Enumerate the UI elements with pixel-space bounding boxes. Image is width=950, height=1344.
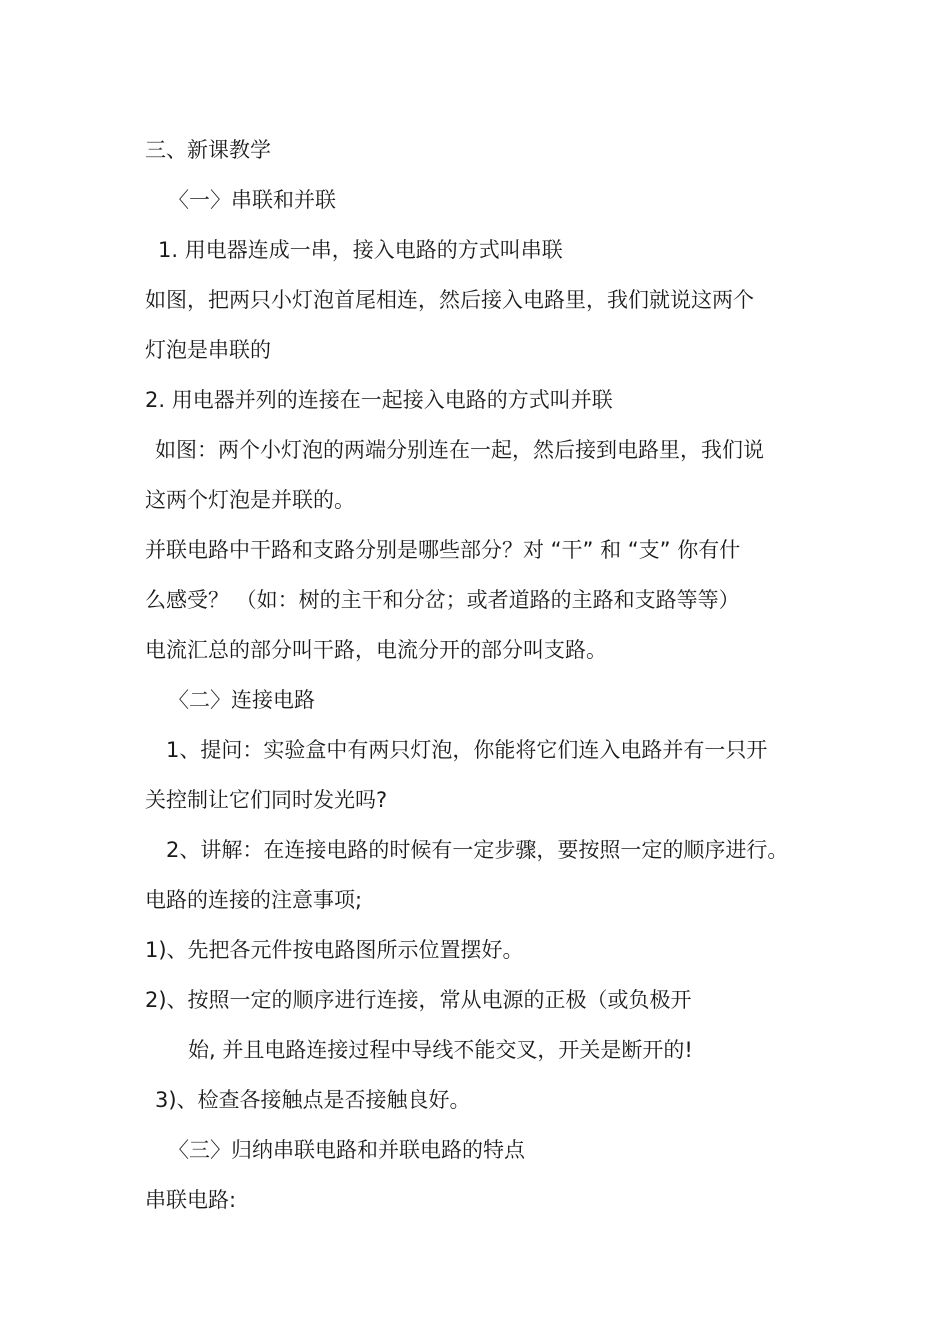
parallel-explanation-line-1: 如图：两个小灯泡的两端分别连在一起，然后接到电路里，我们说 [155,438,764,462]
precaution-1: 1)、先把各元件按电路图所示位置摆好。 [145,938,524,962]
point-1-series-definition: 1. 用电器连成一串，接入电路的方式叫串联 [158,238,563,262]
point-2-parallel-definition: 2. 用电器并列的连接在一起接入电路的方式叫并联 [145,388,613,412]
step-1-question-line-1: 1、提问：实验盒中有两只灯泡，你能将它们连入电路并有一只开 [166,738,768,762]
subheading-connect-circuit: 〈二〉连接电路 [168,688,315,712]
series-circuit-label: 串联电路: [145,1188,237,1212]
precaution-3: 3)、检查各接触点是否接触良好。 [155,1088,471,1112]
series-explanation-line-1: 如图，把两只小灯泡首尾相连，然后接入电路里，我们就说这两个 [145,288,754,312]
section-heading-new-lesson: 三、新课教学 [145,138,271,162]
precaution-2-line-2: 始, 并且电路连接过程中导线不能交叉，开关是断开的! [188,1038,693,1062]
series-explanation-line-2: 灯泡是串联的 [145,338,271,362]
precaution-2-line-1: 2)、按照一定的顺序进行连接，常从电源的正极（或负极开 [145,988,692,1012]
question-line-1: 并联电路中干路和支路分别是哪些部分？对 “干” 和 “支” 你有什 [145,538,741,562]
subheading-summarize-characteristics: 〈三〉归纳串联电路和并联电路的特点 [168,1138,525,1162]
step-1-question-line-2: 关控制让它们同时发光吗? [145,788,388,812]
main-branch-definition: 电流汇总的部分叫干路，电流分开的部分叫支路。 [145,638,607,662]
parallel-explanation-line-2: 这两个灯泡是并联的。 [145,488,355,512]
question-line-2: 么感受？ （如：树的主干和分岔；或者道路的主路和支路等等） [145,588,740,612]
precautions-heading: 电路的连接的注意事项; [145,888,363,912]
step-2-explanation: 2、讲解：在连接电路的时候有一定步骤，要按照一定的顺序进行。 [166,838,789,862]
subheading-series-parallel: 〈一〉串联和并联 [168,188,336,212]
